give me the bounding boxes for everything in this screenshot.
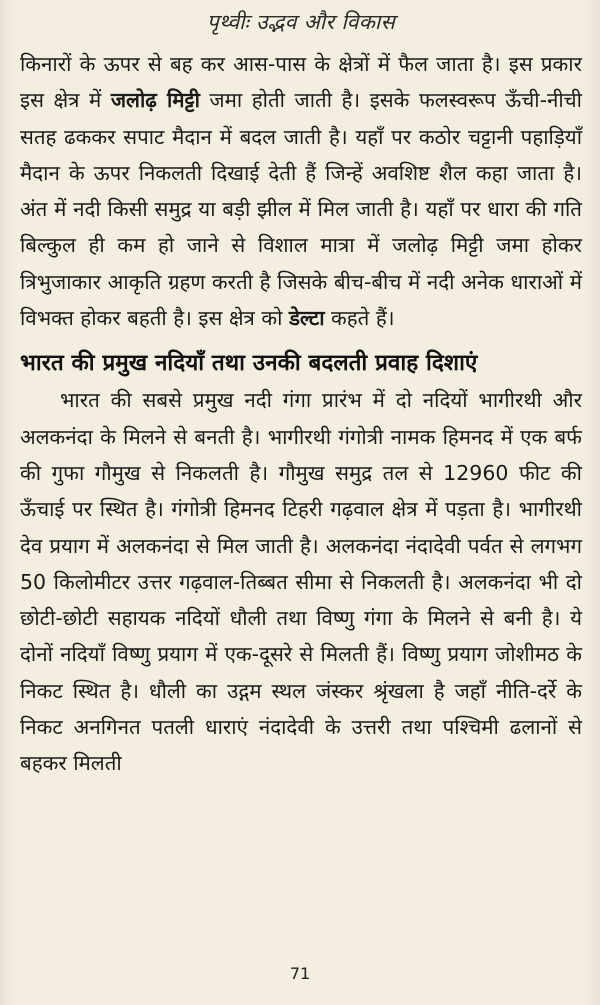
- term-delta: डेल्टा: [288, 306, 325, 331]
- section-heading-rivers: भारत की प्रमुख नदियाँ तथा उनकी बदलती प्रवाह दिशाएं: [20, 350, 478, 377]
- page-body: [20, 46, 582, 782]
- paragraph-alluvial-text-2: जमा होती जाती है। इसके फलस्वरूप ऊँची-नीची सतह ढककर सपाट मैदान में बदल जाती है। यहाँ पर कठोर चट्टानी पहाड़ियाँ मैदान के ऊपर निकलती दिखाई देती हैं जिन्हें अवशिष्ट शैल कहा जाता है। अंत में नदी किसी समुद्र या बड़ी झील में मिल जाती है। यहाँ पर धारा की गति बिल्कुल ही कम हो जाने से विशाल मात्रा में जलोढ़ मिट्टी जमा होकर त्रिभुजाकार आकृति ग्रहण करती है जिसके बीच-बीच में नदी अनेक धाराओं में विभक्त होकर बहती है। इस क्षेत्र को: [20, 88, 582, 331]
- paragraph-ganga: भारत की सबसे प्रमुख नदी गंगा प्रारंभ में दो नदियों भागीरथी और अलकनंदा के मिलने से बनती है। भागीरथी गंगोत्री नामक हिमनद में एक बर्फ की गुफा गौमुख से निकलती है। गौमुख समुद्र तल से 12960 फीट की ऊँचाई पर स्थित है। गंगोत्री हिमनद टिहरी गढ़वाल क्षेत्र में पड़ता है। भागीरथी देव प्रयाग में अलकनंदा से मिल जाती है। अलकनंदा नंदादेवी पर्वत से लगभग 50 किलोमीटर उत्तर गढ़वाल-तिब्बत सीमा से निकलती है। अलकनंदा भी दो छोटी-छोटी सहायक नदियों धौली तथा विष्णु गंगा के मिलने से बनी है। ये दोनों नदियाँ विष्णु प्रयाग में एक-दूसरे से मिलती हैं। विष्णु प्रयाग जोशीमठ के निकट स्थित है। धौली का उद्गम स्थल जंस्कर श्रृंखला है जहाँ नीति-दर्रे के निकट अनगिनत पतली धाराएं नंदादेवी के उत्तरी तथा पश्चिमी ढलानों से बहकर मिलती: [20, 388, 582, 776]
- page-number: 71: [289, 964, 311, 983]
- paragraph-alluvial-text-1: किनारों के ऊपर से बह कर आस-पास के क्षेत्रों में फैल जाता है। इस प्रकार इस क्षेत्र में: [20, 52, 582, 113]
- term-alluvial-soil: जलोढ़ मिट्टी: [110, 88, 200, 113]
- paragraph-alluvial: [20, 46, 582, 336]
- paragraph-alluvial-text-3: कहते हैं।: [324, 306, 395, 331]
- running-title: पृथ्वीः उद्भव और विकास: [206, 10, 396, 34]
